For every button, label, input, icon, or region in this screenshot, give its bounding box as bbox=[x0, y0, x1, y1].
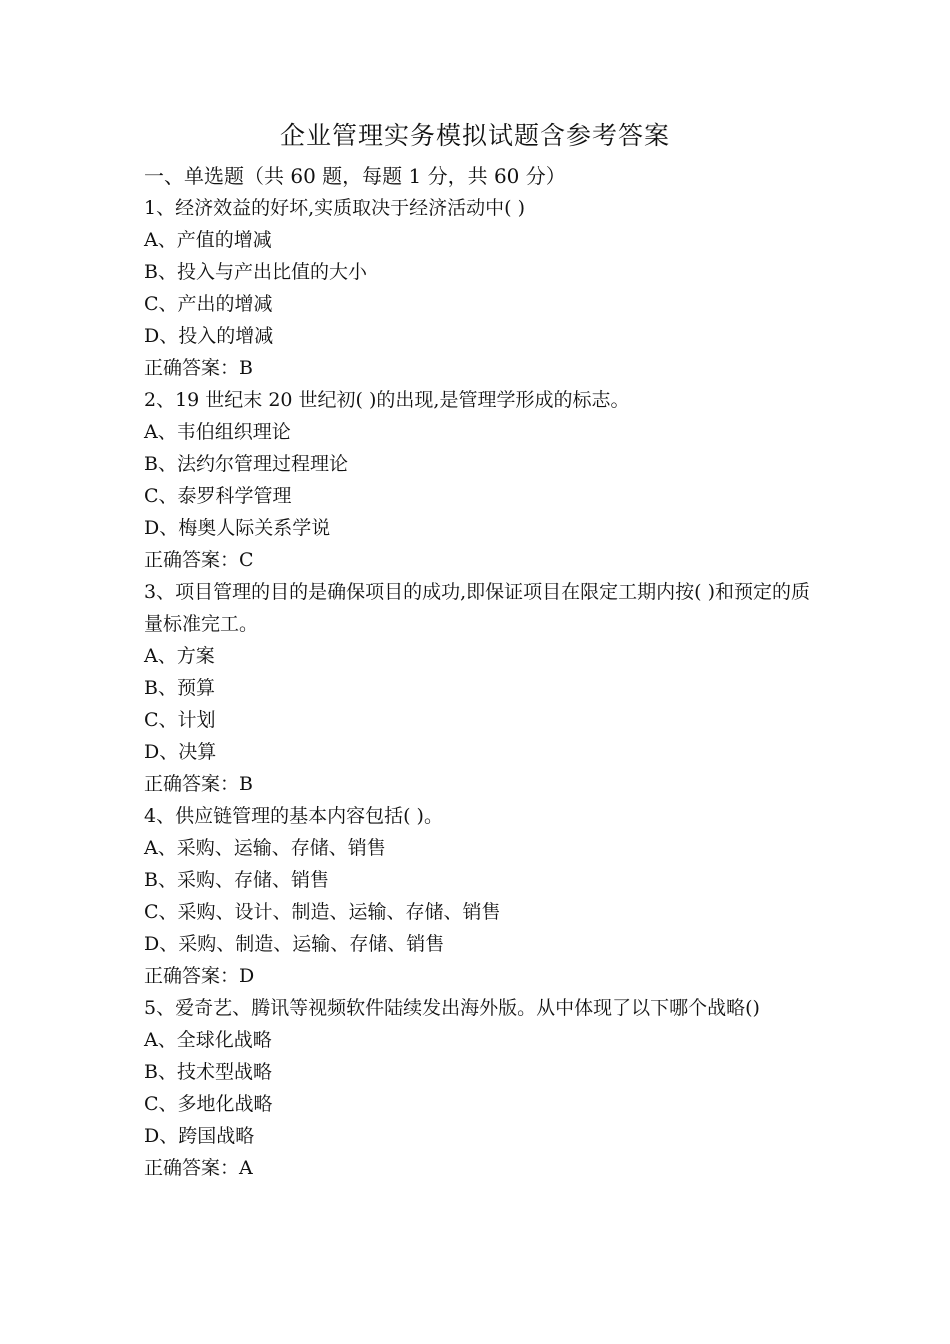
option-d: D、决算 bbox=[144, 741, 217, 763]
question-1 bbox=[144, 192, 814, 384]
option-a: A、韦伯组织理论 bbox=[144, 421, 291, 443]
question-2 bbox=[144, 384, 814, 576]
option-c: C、采购、设计、制造、运输、存储、销售 bbox=[144, 901, 501, 923]
correct-answer: 正确答案：A bbox=[144, 1157, 253, 1179]
option-a: A、采购、运输、存储、销售 bbox=[144, 837, 386, 859]
option-c: C、泰罗科学管理 bbox=[144, 485, 292, 507]
option-d: D、梅奥人际关系学说 bbox=[144, 517, 331, 539]
question-4 bbox=[144, 800, 814, 992]
question-stem: 1、经济效益的好坏,实质取决于经济活动中( ) bbox=[144, 197, 525, 219]
document-body bbox=[144, 160, 814, 1184]
option-a: A、产值的增减 bbox=[144, 229, 272, 251]
question-stem: 4、供应链管理的基本内容包括( )。 bbox=[144, 805, 443, 827]
question-stem: 3、项目管理的目的是确保项目的成功,即保证项目在限定工期内按( )和预定的质量标准完工。 bbox=[144, 581, 810, 635]
option-c: C、产出的增减 bbox=[144, 293, 273, 315]
correct-answer: 正确答案：C bbox=[144, 549, 254, 571]
option-a: A、方案 bbox=[144, 645, 215, 667]
option-b: B、投入与产出比值的大小 bbox=[144, 261, 367, 283]
option-d: D、采购、制造、运输、存储、销售 bbox=[144, 933, 445, 955]
correct-answer: 正确答案：B bbox=[144, 357, 253, 379]
option-c: C、多地化战略 bbox=[144, 1093, 273, 1115]
option-a: A、全球化战略 bbox=[144, 1029, 272, 1051]
question-stem: 5、爱奇艺、腾讯等视频软件陆续发出海外版。从中体现了以下哪个战略() bbox=[144, 997, 760, 1019]
option-b: B、法约尔管理过程理论 bbox=[144, 453, 348, 475]
option-b: B、预算 bbox=[144, 677, 215, 699]
option-d: D、跨国战略 bbox=[144, 1125, 255, 1147]
question-3 bbox=[144, 576, 814, 800]
correct-answer: 正确答案：D bbox=[144, 965, 255, 987]
question-5 bbox=[144, 992, 814, 1184]
document-title: 企业管理实务模拟试题含参考答案 bbox=[279, 121, 670, 150]
option-d: D、投入的增减 bbox=[144, 325, 274, 347]
section-heading: 一、单选题（共 60 题，每题 1 分，共 60 分） bbox=[144, 164, 566, 188]
option-b: B、采购、存储、销售 bbox=[144, 869, 329, 891]
question-stem: 2、19 世纪末 20 世纪初( )的出现,是管理学形成的标志。 bbox=[144, 389, 630, 411]
option-b: B、技术型战略 bbox=[144, 1061, 272, 1083]
correct-answer: 正确答案：B bbox=[144, 773, 253, 795]
option-c: C、计划 bbox=[144, 709, 216, 731]
